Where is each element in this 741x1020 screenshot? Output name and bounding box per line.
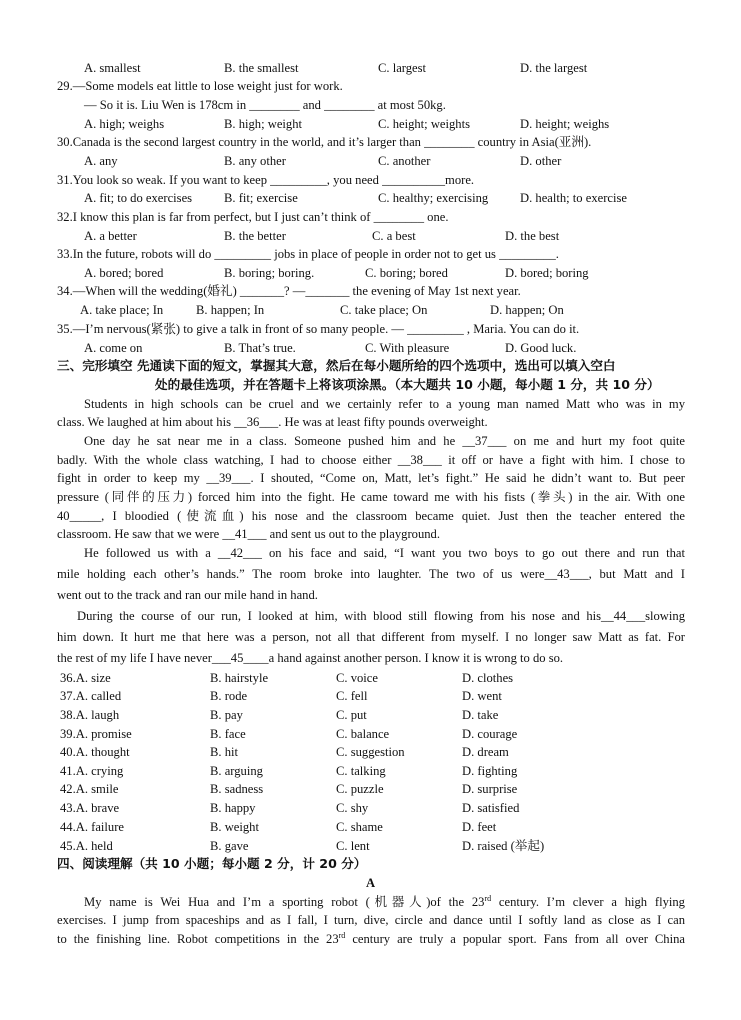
- q34-option-a: A. take place; In: [80, 303, 164, 317]
- option-a: 45.A. held: [60, 839, 113, 853]
- q35-option-a: A. come on: [84, 341, 143, 355]
- q31-option-a: A. fit; to do exercises: [84, 191, 193, 205]
- option-d: D. raised (举起): [462, 839, 545, 853]
- q33-options: [0, 263, 741, 283]
- passage-line: class. We laughed at him about his __36___. He was at least fifty pounds overweight.: [57, 415, 488, 429]
- q31-option-c: C. healthy; exercising: [378, 191, 489, 205]
- q31-stem: 31.You look so weak. If you want to keep _________, you need __________more.: [57, 173, 475, 187]
- cloze-options-36: [0, 668, 741, 688]
- option-c: C. suggestion: [336, 745, 405, 759]
- option-d: D. fighting: [462, 764, 518, 778]
- q29-reply: — So it is. Liu Wen is 178cm in ________ and ________ at most 50kg.: [84, 98, 446, 112]
- option-d: D. satisfied: [462, 801, 520, 815]
- passage-line: badly. With the whole class watching, I had to choose either __38___ it off or have a fight with him. I chose to: [57, 453, 685, 467]
- q33-option-a: A. bored; bored: [84, 266, 164, 280]
- option-b: B. arguing: [210, 764, 263, 778]
- q31-option-d: D. health; to exercise: [520, 191, 628, 205]
- option-c: C. puzzle: [336, 782, 384, 796]
- option-b: B. hit: [210, 745, 238, 759]
- passage-line: him down. It hurt me that here was a person, not all that different from myself. I no longer saw Matt as fat. For: [57, 630, 685, 644]
- option-b: B. hairstyle: [210, 671, 269, 685]
- option-b: B. face: [210, 727, 246, 741]
- q34-option-c: C. take place; On: [340, 303, 428, 317]
- option-a: 41.A. crying: [60, 764, 124, 778]
- option-c: C. balance: [336, 727, 390, 741]
- option-a: 40.A. thought: [60, 745, 130, 759]
- q29-options: [0, 114, 741, 134]
- passage-line: He followed us with a __42___ on his face and said, “I want you two boys to go out there and run that: [84, 546, 685, 560]
- reading-line: exercises. I jump from spaceships and as I fall, I turn, dive, circle and dance until I softly land as close as I can: [57, 913, 685, 927]
- option-b: B. sadness: [210, 782, 264, 796]
- q29-option-a: A. high; weighs: [84, 117, 165, 131]
- option-d: D. courage: [462, 727, 518, 741]
- q32-option-c: C. a best: [372, 229, 416, 243]
- q29-option-c: C. height; weights: [378, 117, 470, 131]
- q34-stem: 34.—When will the wedding(婚礼) _______? —_______ the evening of May 1st next year.: [57, 284, 521, 298]
- q34-options: [0, 300, 741, 320]
- passage-line: went out to the track and ran our mile hand in hand.: [57, 588, 318, 602]
- cloze-options-38: [0, 705, 741, 725]
- reading-part-label: A: [365, 876, 376, 890]
- passage-line: Students in high schools can be cruel and we certainly refer to a young man named Matt who was in my: [84, 397, 685, 411]
- q33-option-d: D. bored; boring: [505, 266, 589, 280]
- q33-option-b: B. boring; boring.: [224, 266, 315, 280]
- option-d: D. went: [462, 689, 502, 703]
- option-a: 44.A. failure: [60, 820, 124, 834]
- section3-heading-line2: 处的最佳选项，并在答题卡上将该项涂黑。（本大题共 10 小题，每小题 1 分，共 10 分）: [155, 377, 660, 392]
- option-d: D. dream: [462, 745, 509, 759]
- q29-option-d: D. height; weighs: [520, 117, 610, 131]
- q28-option-a: A. smallest: [84, 61, 141, 75]
- q35-option-b: B. That’s true.: [224, 341, 296, 355]
- q31-option-b: B. fit; exercise: [224, 191, 298, 205]
- option-a: 39.A. promise: [60, 727, 132, 741]
- q34-option-d: D. happen; On: [490, 303, 564, 317]
- q28-option-d: D. the largest: [520, 61, 588, 75]
- option-b: B. gave: [210, 839, 249, 853]
- cloze-options-42: [0, 779, 741, 799]
- passage-line: pressure (同伴的压力) forced him into the fight. He came toward me with his fists (拳头) in the air. With one: [57, 490, 685, 504]
- passage-line: 40_____, I bloodied (使流血) his nose and the classroom became quiet. Just then the teacher entered the: [57, 509, 685, 523]
- option-b: B. pay: [210, 708, 243, 722]
- q33-option-c: C. boring; bored: [365, 266, 448, 280]
- passage-line: During the course of our run, I looked at him, with blood still flowing from his nose and his__44___slowing: [77, 609, 685, 623]
- option-c: C. talking: [336, 764, 386, 778]
- q30-options: [0, 151, 741, 171]
- cloze-options-39: [0, 724, 741, 744]
- q32-option-a: A. a better: [84, 229, 137, 243]
- q28-option-c: C. largest: [378, 61, 427, 75]
- cloze-options-41: [0, 761, 741, 781]
- q32-stem: 32.I know this plan is far from perfect, but I just can’t think of ________ one.: [57, 210, 449, 224]
- q32-option-b: B. the better: [224, 229, 286, 243]
- q28-option-b: B. the smallest: [224, 61, 299, 75]
- q29-option-b: B. high; weight: [224, 117, 303, 131]
- option-a: 43.A. brave: [60, 801, 120, 815]
- cloze-options-44: [0, 817, 741, 837]
- cloze-options-37: [0, 686, 741, 706]
- option-a: 36.A. size: [60, 671, 111, 685]
- passage-line: classroom. He saw that we were __41___ and sent us out to the playground.: [57, 527, 440, 541]
- q33-stem: 33.In the future, robots will do _________ jobs in place of people in order not to get us _________.: [57, 247, 559, 261]
- section3-heading-line1: 三、完形填空 先通读下面的短文，掌握其大意，然后在每小题所给的四个选项中，选出可以填入空白: [57, 358, 616, 373]
- option-a: 37.A. called: [60, 689, 122, 703]
- option-c: C. shame: [336, 820, 383, 834]
- option-d: D. take: [462, 708, 499, 722]
- section4-heading: 四、阅读理解（共 10 小题；每小题 2 分，计 20 分）: [57, 856, 367, 871]
- q31-options: [0, 188, 741, 208]
- cloze-options-43: [0, 798, 741, 818]
- q30-option-d: D. other: [520, 154, 562, 168]
- q35-stem: 35.—I’m nervous(紧张) to give a talk in front of so many people. — _________ , Maria. You can do it.: [57, 322, 580, 336]
- option-c: C. fell: [336, 689, 368, 703]
- option-c: C. put: [336, 708, 367, 722]
- passage-line: the rest of my life I have never___45____a hand against another person. I know it is wrong to do so.: [57, 651, 564, 665]
- passage-line: mile holding each other’s hands.” The room broke into laughter. The two of us were__43___, but Matt and I: [57, 567, 685, 581]
- cloze-options-40: [0, 742, 741, 762]
- q30-option-c: C. another: [378, 154, 431, 168]
- reading-line: My name is Wei Hua and I’m a sporting robot (机器人)of the 23rd century. I’m clever a high flying: [84, 893, 685, 909]
- option-b: B. weight: [210, 820, 259, 834]
- q29-stem: 29.—Some models eat little to lose weight just for work.: [57, 79, 343, 93]
- option-d: D. clothes: [462, 671, 514, 685]
- option-c: C. shy: [336, 801, 369, 815]
- option-d: D. feet: [462, 820, 497, 834]
- option-a: 42.A. smile: [60, 782, 119, 796]
- option-d: D. surprise: [462, 782, 518, 796]
- q35-option-d: D. Good luck.: [505, 341, 577, 355]
- option-b: B. rode: [210, 689, 248, 703]
- reading-line: to the finishing line. Robot competitions in the 23rd century are truly a popular sport. Fans from all over China: [57, 930, 685, 946]
- q32-options: [0, 226, 741, 246]
- passage-line: One day he sat near me in a class. Someone pushed him and he __37___ on me and hurt my foot quite: [84, 434, 685, 448]
- q30-option-b: B. any other: [224, 154, 286, 168]
- option-a: 38.A. laugh: [60, 708, 120, 722]
- q28-options: [0, 58, 741, 78]
- q32-option-d: D. the best: [505, 229, 560, 243]
- q34-option-b: B. happen; In: [196, 303, 265, 317]
- option-c: C. voice: [336, 671, 378, 685]
- cloze-options-45: [0, 836, 741, 856]
- q35-option-c: C. With pleasure: [365, 341, 450, 355]
- q30-option-a: A. any: [84, 154, 118, 168]
- passage-line: fight in order to keep my __39___. I shouted, “Come on, Matt, let’s fight.” He said he didn’t want to. But peer: [57, 471, 685, 485]
- option-c: C. lent: [336, 839, 370, 853]
- q35-options: [0, 338, 741, 358]
- q30-stem: 30.Canada is the second largest country in the world, and it’s larger than ________ country in Asia(亚洲).: [57, 135, 592, 149]
- option-b: B. happy: [210, 801, 256, 815]
